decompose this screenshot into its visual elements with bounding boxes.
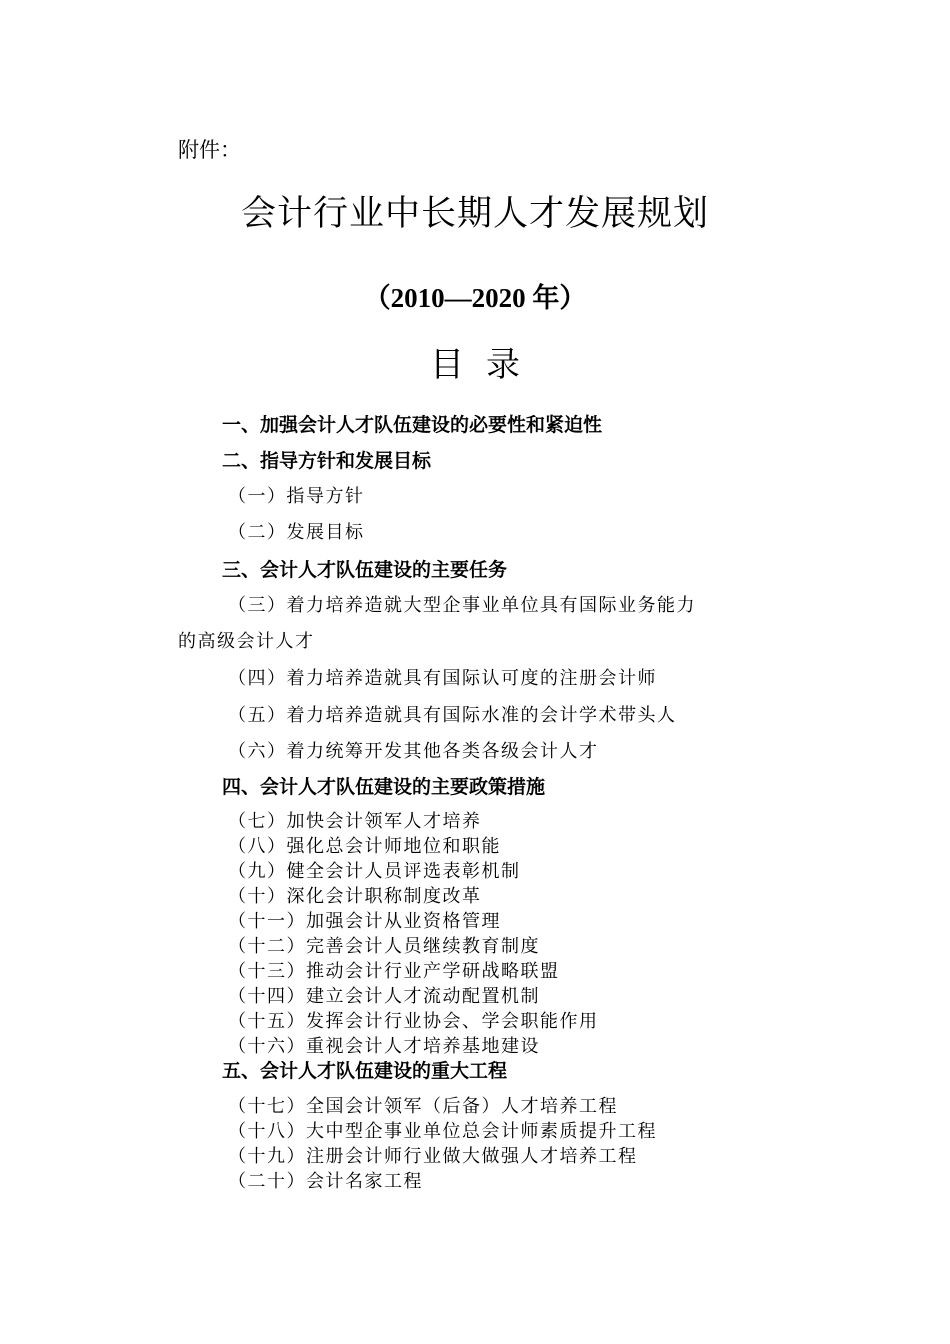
toc-item-2: （二）发展目标 [228, 522, 365, 543]
toc-item-17: （十七）全国会计领军（后备）人才培养工程 [228, 1096, 618, 1117]
toc-item-7: （七）加快会计领军人才培养 [228, 811, 482, 832]
toc-heading: 目录 [430, 345, 542, 385]
toc-item-3-continued: 的高级会计人才 [178, 631, 315, 652]
toc-item-4: （四）着力培养造就具有国际认可度的注册会计师 [228, 668, 657, 689]
toc-item-5: （五）着力培养造就具有国际水准的会计学术带头人 [228, 705, 677, 726]
toc-item-14: （十四）建立会计人才流动配置机制 [228, 986, 540, 1007]
attachment-label: 附件： [178, 138, 241, 162]
toc-section-4: 四、会计人才队伍建设的主要政策措施 [222, 776, 546, 798]
toc-item-8: （八）强化总会计师地位和职能 [228, 836, 501, 857]
toc-item-20: （二十）会计名家工程 [228, 1171, 423, 1192]
toc-item-15: （十五）发挥会计行业协会、学会职能作用 [228, 1011, 599, 1032]
toc-item-6: （六）着力统筹开发其他各类各级会计人才 [228, 741, 599, 762]
toc-item-11: （十一）加强会计从业资格管理 [228, 911, 501, 932]
toc-item-3: （三）着力培养造就大型企事业单位具有国际业务能力 [228, 595, 696, 616]
toc-item-18: （十八）大中型企事业单位总会计师素质提升工程 [228, 1121, 657, 1142]
toc-item-12: （十二）完善会计人员继续教育制度 [228, 936, 540, 957]
document-period: （2010—2020 年） [363, 283, 587, 313]
toc-item-19: （十九）注册会计师行业做大做强人才培养工程 [228, 1146, 638, 1167]
document-title: 会计行业中长期人才发展规划 [240, 194, 709, 234]
toc-item-9: （九）健全会计人员评选表彰机制 [228, 861, 521, 882]
toc-section-2: 二、指导方针和发展目标 [222, 450, 432, 472]
toc-item-10: （十）深化会计职称制度改革 [228, 886, 482, 907]
toc-item-13: （十三）推动会计行业产学研战略联盟 [228, 961, 560, 982]
toc-section-3: 三、会计人才队伍建设的主要任务 [222, 559, 508, 581]
toc-section-5: 五、会计人才队伍建设的重大工程 [222, 1060, 508, 1082]
toc-section-1: 一、加强会计人才队伍建设的必要性和紧迫性 [222, 414, 603, 436]
toc-item-1: （一）指导方针 [228, 486, 365, 507]
toc-item-16: （十六）重视会计人才培养基地建设 [228, 1036, 540, 1057]
